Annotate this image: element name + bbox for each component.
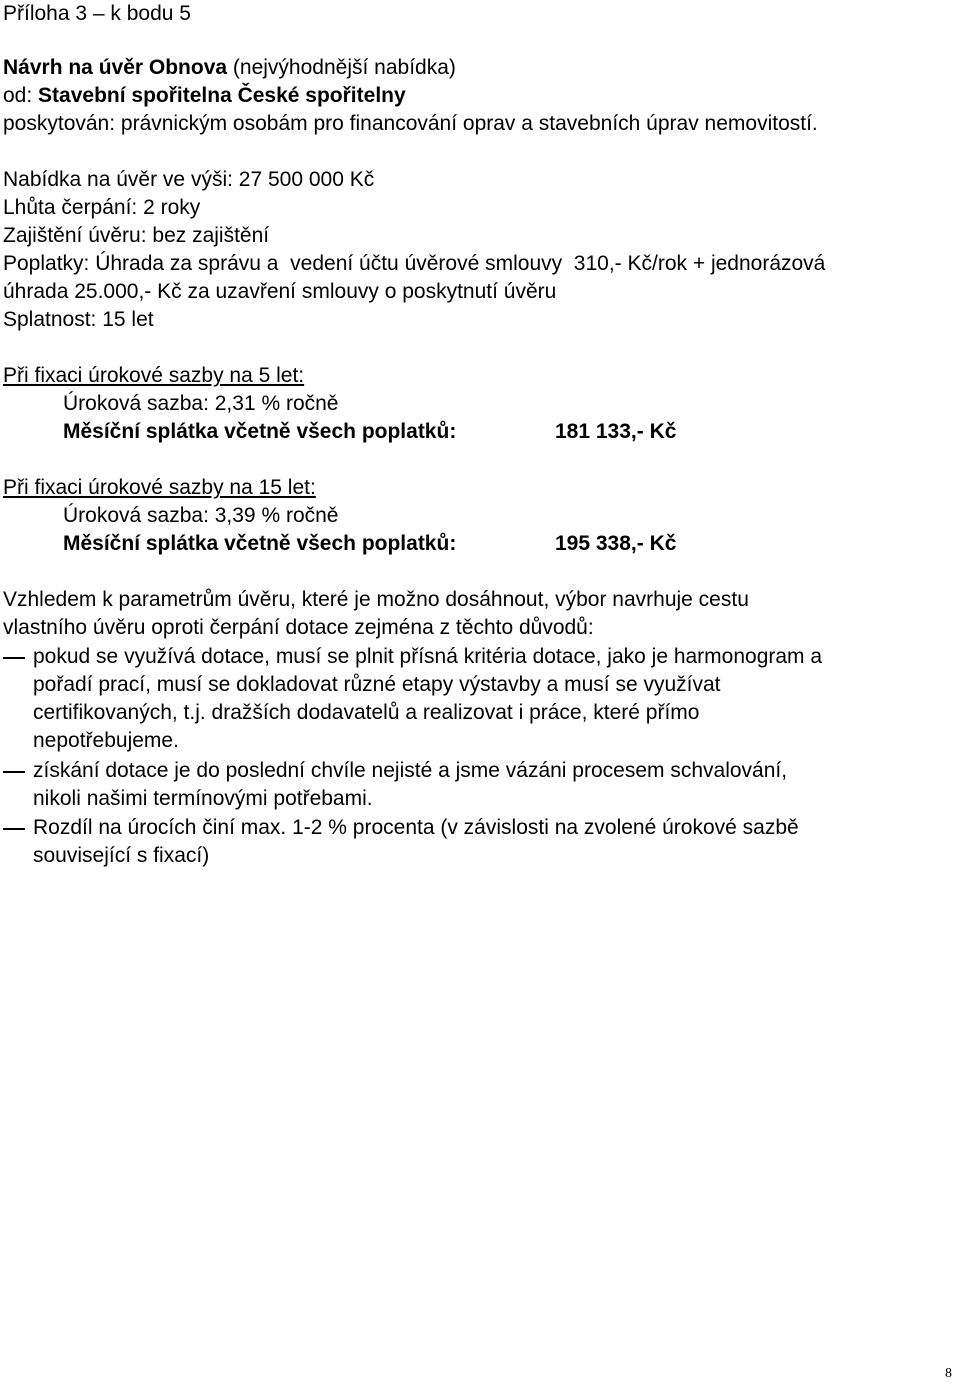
proposal-from-bold: Stavební spořitelna České spořitelny	[38, 84, 406, 107]
dash-bullet-icon	[3, 657, 25, 659]
offer-amount: Nabídka na úvěr ve výši: 27 500 000 Kč	[3, 168, 375, 191]
fix15-rate: Úroková sazba: 3,39 % ročně	[63, 504, 339, 527]
bullet-1-line-3: certifikovaných, t.j. dražších dodavatelů a realizovat i práce, které přímo	[33, 701, 700, 724]
reasoning-intro-line-1: Vzhledem k parametrům úvěru, které je možno dosáhnout, výbor navrhuje cestu	[3, 588, 749, 611]
bullet-2-line-2: nikoli našimi termínovými potřebami.	[33, 787, 373, 810]
fix15-heading: Při fixaci úrokové sazby na 15 let:	[3, 476, 316, 499]
fix15-payment-value: 195 338,- Kč	[555, 532, 677, 555]
fix5-payment-label: Měsíční splátka včetně všech poplatků:	[63, 420, 457, 443]
proposal-title-rest: (nejvýhodnější nabídka)	[227, 56, 456, 79]
proposal-title-bold: Návrh na úvěr Obnova	[3, 56, 228, 79]
reasoning-intro-line-2: vlastního úvěru oproti čerpání dotace zejména z těchto důvodů:	[3, 616, 594, 639]
fix5-heading: Při fixaci úrokové sazby na 5 let:	[3, 364, 305, 387]
bullet-1-line-2: pořadí prací, musí se dokladovat různé etapy výstavby a musí se využívat	[33, 673, 721, 696]
dash-bullet-icon	[3, 771, 25, 773]
bullet-1-line-4: nepotřebujeme.	[33, 729, 179, 752]
offer-drawdown: Lhůta čerpání: 2 roky	[3, 196, 201, 219]
bullet-3-line-1: Rozdíl na úrocích činí max. 1-2 % procenta (v závislosti na zvolené úrokové sazbě	[33, 816, 799, 839]
fix5-payment-value: 181 133,- Kč	[555, 420, 677, 443]
offer-maturity: Splatnost: 15 let	[3, 308, 154, 331]
page-number: 8	[945, 1366, 952, 1381]
header: Příloha 3 – k bodu 5	[3, 2, 191, 25]
proposal-from-label: od:	[3, 84, 39, 107]
offer-fees-line-2: úhrada 25.000,- Kč za uzavření smlouvy o poskytnutí úvěru	[3, 280, 557, 303]
bullet-3-line-2: související s fixací)	[33, 844, 210, 867]
offer-security: Zajištění úvěru: bez zajištění	[3, 224, 270, 247]
fix15-payment-label: Měsíční splátka včetně všech poplatků:	[63, 532, 457, 555]
proposal-from	[3, 82, 406, 110]
dash-bullet-icon	[3, 828, 25, 830]
fix5-rate: Úroková sazba: 2,31 % ročně	[63, 392, 339, 415]
bullet-2-line-1: získání dotace je do poslední chvíle nejisté a jsme vázáni procesem schvalování,	[33, 759, 788, 782]
bullet-1-line-1: pokud se využívá dotace, musí se plnit přísná kritéria dotace, jako je harmonogram a	[33, 645, 823, 668]
proposal-provided: poskytován: právnickým osobám pro financování oprav a stavebních úprav nemovitostí.	[3, 112, 818, 135]
offer-fees-line-1: Poplatky: Úhrada za správu a vedení účtu úvěrové smlouvy 310,- Kč/rok + jednorázová	[3, 252, 826, 275]
proposal-title	[3, 54, 456, 82]
